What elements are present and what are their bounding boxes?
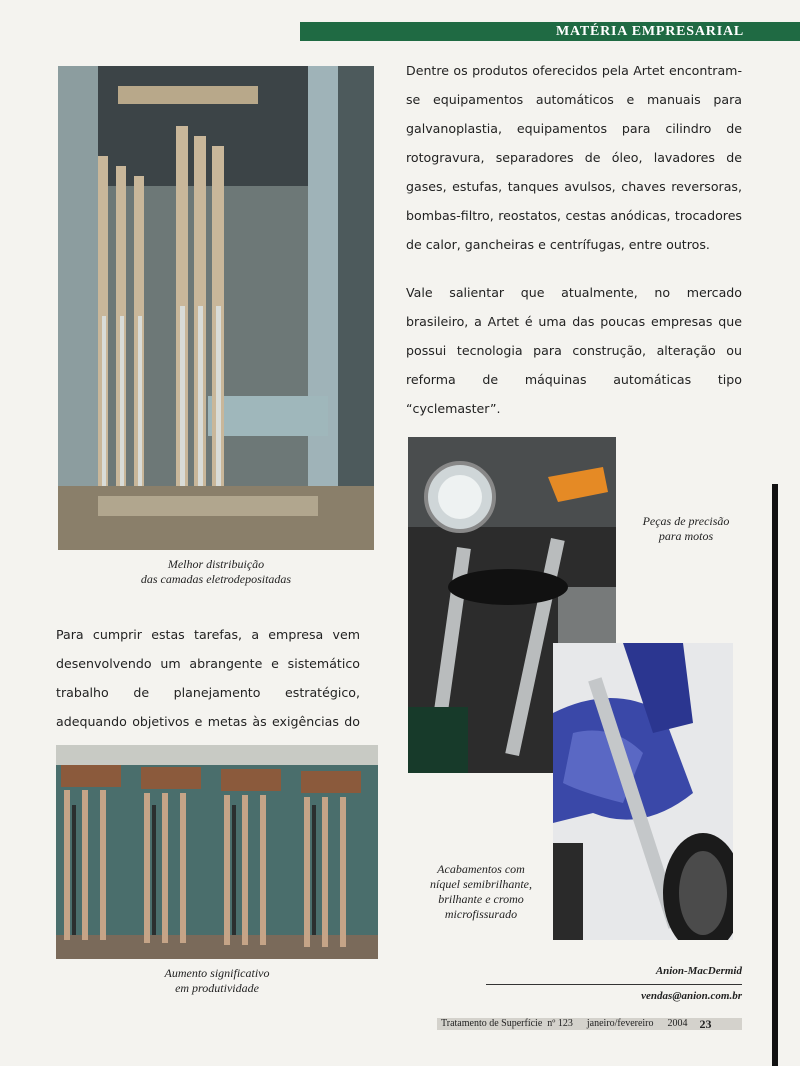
paragraph-products: Dentre os produtos oferecidos pela Artet encontram-se equipamentos automáticos e manuais para galvanoplastia, equipamentos para cilindro de rotogravura, separadores de óleo, lavadores de gases, estufas, tanques avulsos, chaves reversoras, bombas-filtro, reostatos, cestas anódicas, trocadores de calor, gancheiras e centrífugas, entre outros. [406, 63, 742, 252]
credit-divider [486, 984, 742, 985]
credit-company: Anion-MacDermid [655, 965, 742, 977]
caption-line: em produtividade [175, 981, 259, 995]
caption-line: das camadas eletrodepositadas [140, 572, 292, 586]
credit-email[interactable]: vendas@anion.com.br [641, 990, 742, 1002]
photo-blue-motorcycle [553, 643, 733, 940]
caption-photo2 [622, 514, 750, 544]
caption-photo4 [56, 966, 378, 996]
caption-line: microfissurado [444, 907, 518, 921]
caption-line: Melhor distribuição [167, 557, 265, 571]
photo-electroplating-line [58, 66, 374, 550]
footer-issue: nº 123 [547, 1018, 573, 1029]
caption-line: Peças de precisão [642, 514, 730, 528]
caption-line: Acabamentos com [437, 862, 525, 876]
page-footer [437, 1018, 742, 1030]
section-header: MATÉRIA EMPRESARIAL [300, 22, 800, 41]
photo-productivity-racks [56, 745, 378, 959]
footer-year: 2004 [667, 1018, 688, 1029]
caption-line: para motos [658, 529, 714, 543]
edge-bar [772, 484, 778, 1066]
caption-photo1 [58, 557, 374, 587]
caption-photo3 [410, 862, 552, 922]
footer-magazine: Tratamento de Superfície [441, 1018, 543, 1029]
caption-line: brilhante e cromo [438, 892, 524, 906]
paragraph-market: Vale salientar que atualmente, no mercado brasileiro, a Artet é uma das poucas empresas que possui tecnologia para construção, alteração ou reforma de máquinas automáticas tipo “cyclemaster”. [406, 285, 742, 416]
footer-period: janeiro/fevereiro [586, 1018, 654, 1029]
caption-line: níquel semibrilhante, [430, 877, 532, 891]
caption-line: Aumento significativo [164, 966, 270, 980]
paragraph-planning: Para cumprir estas tarefas, a empresa vem desenvolvendo um abrangente e sistemático trabalho de planejamento estratégico, adequando objetivos e metas às exigências do [56, 627, 360, 729]
footer-page-number: 23 [699, 1017, 712, 1031]
